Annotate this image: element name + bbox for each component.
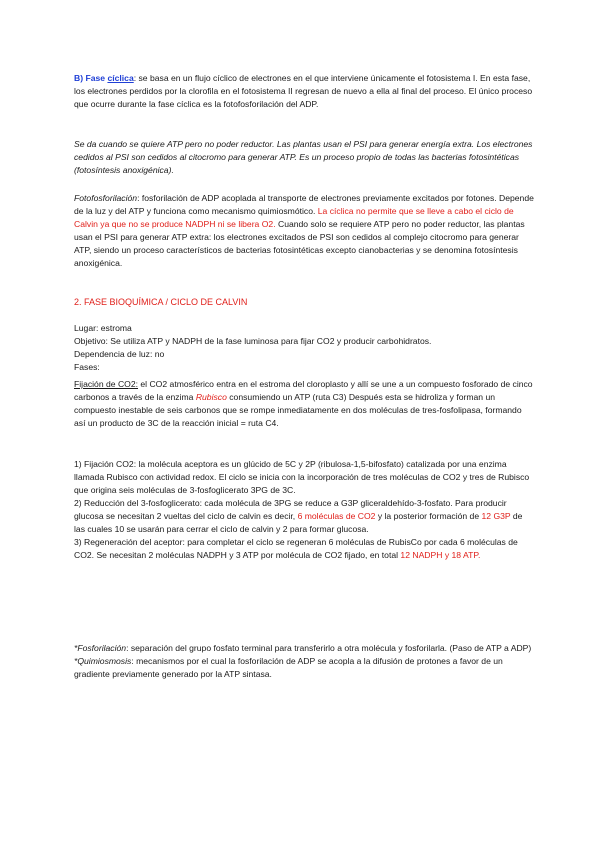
info-lugar: Lugar: estroma — [74, 323, 132, 333]
footnote-fosforilacion-term: *Fosforilación — [74, 643, 127, 653]
footnote-quimiosmosis-term: *Quimiosmosis — [74, 656, 132, 666]
step-2-text-b: y la posterior formación de — [375, 511, 482, 521]
footnote-fosforilacion — [74, 642, 534, 655]
ciclica-link[interactable]: cíclica — [107, 73, 134, 83]
step-3-red-total: 12 NADPH y 18 ATP. — [400, 550, 481, 560]
fotofosforilacion-term: Fotofosforilación — [74, 193, 138, 203]
info-block — [74, 322, 534, 374]
info-objetivo: Objetivo: Se utiliza ATP y NADPH de la fase luminosa para fijar CO2 y producir carbohidratos. — [74, 336, 432, 346]
footnote-quimiosmosis-text: : mecanismos por el cual la fosforilación de ADP se acopla a la difusión de protones a favor de un gradiente previamente generado por la ATP sintasa. — [74, 656, 503, 679]
section-2-heading: 2. FASE BIOQUÍMICA / CICLO DE CALVIN — [74, 297, 248, 307]
fotofosforilacion-paragraph — [74, 192, 534, 270]
info-fases: Fases: — [74, 362, 100, 372]
steps-block — [74, 458, 534, 562]
fase-ciclica-paragraph — [74, 72, 534, 111]
fijacion-text-2: consumiendo un ATP (ruta C3) Después esta se hidroliza y forman un compuesto inestable de seis carbonos que se rompe inmediatamente en dos moléculas de tres-fosfolipasa, formando así un producto de 3C de la reacción inicial = ruta C4. — [74, 392, 522, 428]
step-2 — [74, 497, 534, 536]
step-3-text: 3) Regeneración del aceptor: para completar el ciclo se regeneran 6 moléculas de RubisCo por cada 6 moléculas de CO2. Se necesitan 2 moléculas NADPH y 3 ATP por molécula de CO2 fijado, en total — [74, 537, 518, 560]
footnote-fosforilacion-text: : separación del grupo fosfato terminal para transferirlo a otra molécula y fosforilarla. (Paso de ATP a ADP) — [126, 643, 532, 653]
fotofosforilacion-text: : fosforilación de ADP acoplada al transporte de electrones previamente excitados por fotones. Depende de la luz y del ATP y funciona como mecanismo quimiosmótico. — [74, 193, 534, 216]
footnote-quimiosmosis — [74, 655, 534, 681]
fijacion-text-1: el CO2 atmosférico entra en el estroma del cloroplasto y allí se une a un compuesto fosforado de cinco carbonos a través de la enzima — [74, 379, 533, 402]
rubisco-enzyme: Rubisco — [195, 392, 227, 402]
fase-ciclica-text: : se basa en un flujo cíclico de electrones en el que interviene únicamente el fotosistema I. En esta fase, los electrones perdidos por la clorofila en el fotosistema II regresan de nuevo a ella al final del proceso. El único proceso que ocurre durante la fase cíclica es la fotofosforilación del ADP. — [74, 73, 533, 109]
fijacion-paragraph — [74, 378, 534, 430]
step-2-text-a: 2) Reducción del 3-fosfoglicerato: cada molécula de 3PG se reduce a G3P gliceraldehído-3-fosfato. Para producir glucosa se necesitan 2 vueltas del ciclo de calvin es decir, — [74, 498, 507, 521]
step-2-text-c: de las cuales 10 se usarán para cerrar el ciclo de calvin y 2 para formar glucosa. — [74, 511, 523, 534]
step-2-red-co2: 6 moléculas de CO2 — [297, 511, 376, 521]
fotofosforilacion-after: Cuando solo se requiere ATP pero no poder reductor, las plantas usan el PSI para generar ATP extra: los electrones excitados de PSI son cedidos al complejo citocromo para generar ATP, siendo un proceso característicos de bacterias fotosintéticas excepto cianobacterias y se denomina fotosíntesis anoxigénica. — [74, 219, 525, 268]
fotofosforilacion-red-note: La cíclica no permite que se lleve a cabo el ciclo de Calvin ya que no se produce NADPH ni se libera O2. — [74, 206, 514, 229]
step-3 — [74, 536, 534, 562]
fijacion-term: Fijación de CO2: — [74, 379, 139, 389]
footnotes — [74, 642, 534, 681]
italic-note: Se da cuando se quiere ATP pero no poder reductor. Las plantas usan el PSI para generar energía extra. Los electrones cedidos al PSI son cedidos al citocromo para generar ATP. Es un proceso propio de todas las bacterias fotosintéticas (fotosíntesis anoxigénica). — [74, 139, 533, 175]
fase-ciclica-label: B) Fase — [74, 73, 108, 83]
info-dependencia: Dependencia de luz: no — [74, 349, 165, 359]
step-2-red-g3p: 12 G3P — [481, 511, 511, 521]
step-1: 1) Fijación CO2: la molécula aceptora es un glúcido de 5C y 2P (ribulosa-1,5-bifosfato) catalizada por una enzima llamada Rubisco con actividad redox. El ciclo se inicia con la incorporación de tres moléculas de CO2 y tres de Rubisco que origina seis moléculas de 3-fosfoglicerato 3PG de 3C. — [74, 459, 530, 495]
